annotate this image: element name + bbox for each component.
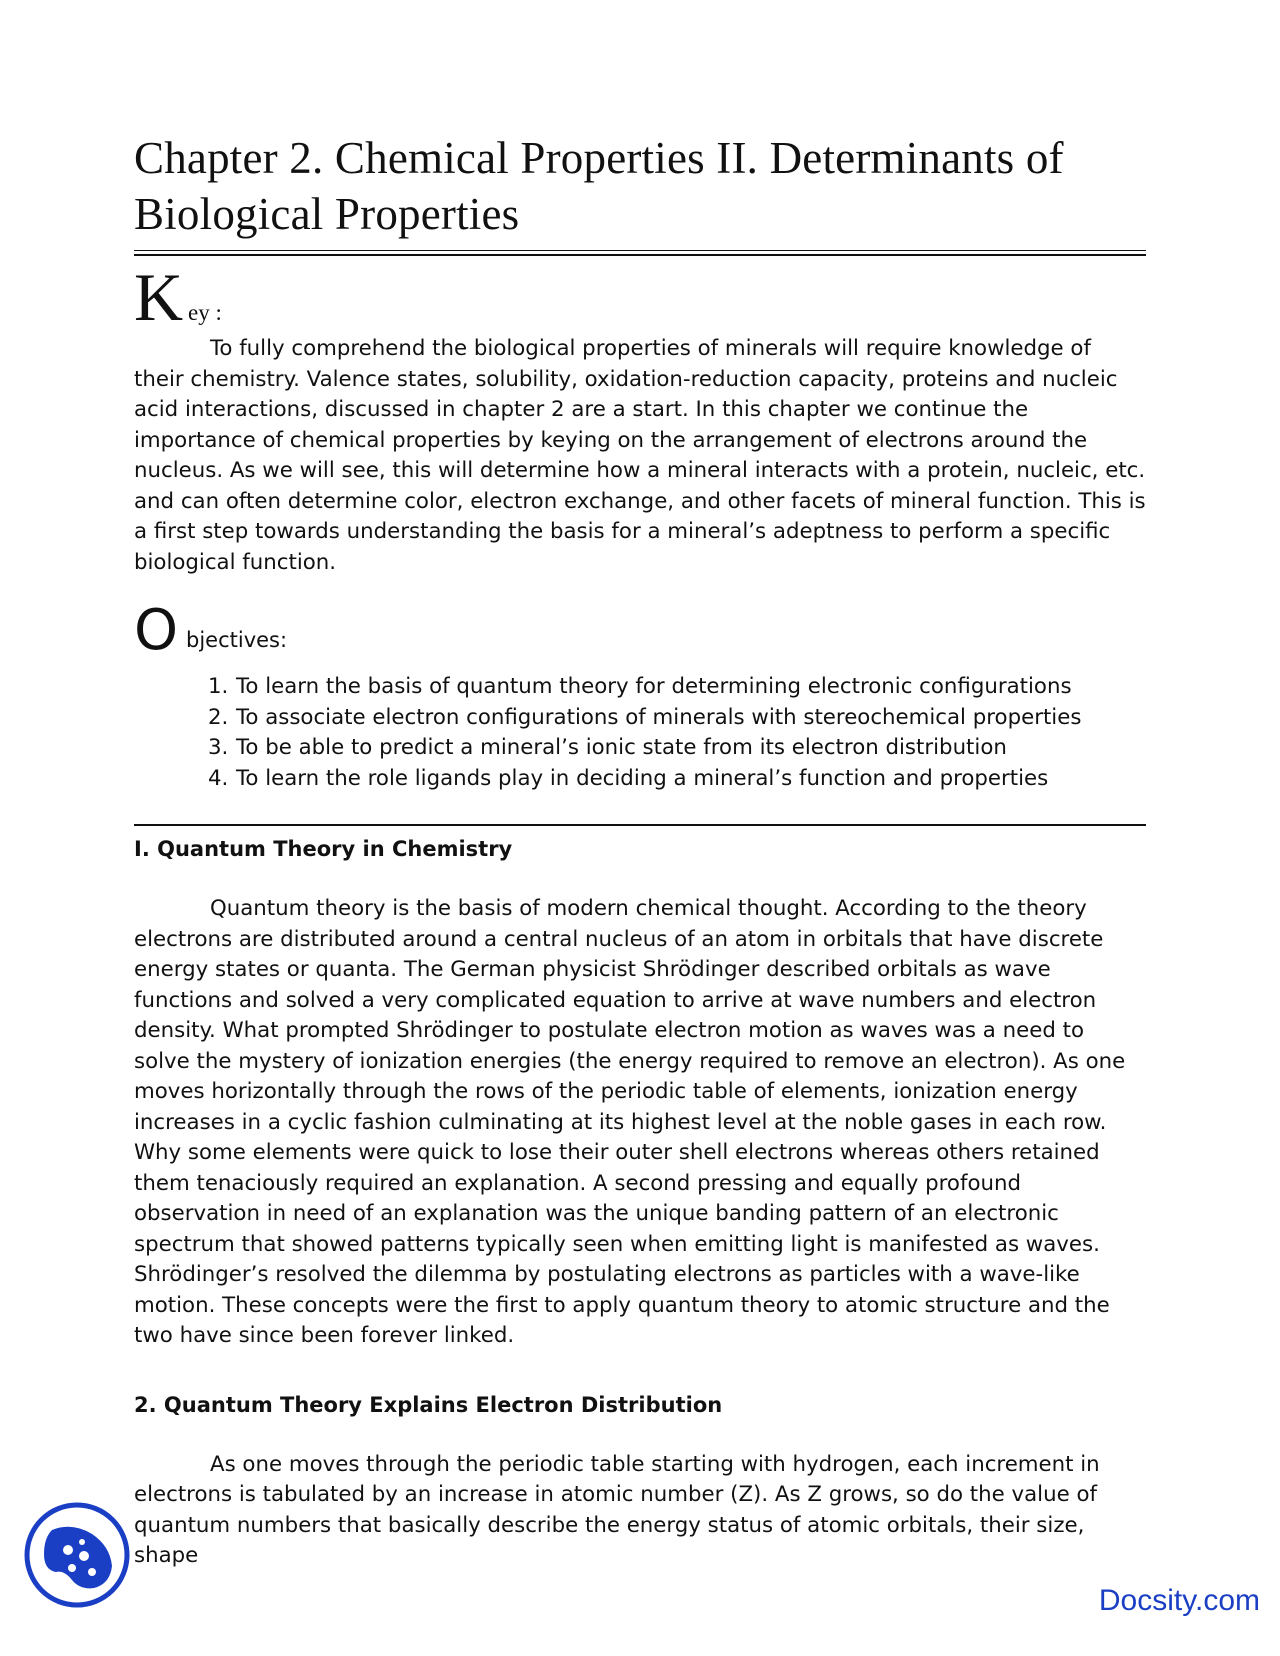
docsity-logo-icon	[22, 1500, 132, 1610]
section-2-heading: 2. Quantum Theory Explains Electron Distribution	[134, 1392, 723, 1417]
chapter-title: Chapter 2. Chemical Properties II. Determinants of Biological Properties	[134, 133, 1064, 239]
docsity-watermark[interactable]: Docsity.com	[1098, 1584, 1260, 1617]
key-heading-rest: ey :	[188, 300, 222, 325]
document-page	[134, 130, 1146, 1572]
key-paragraph: To fully comprehend the biological properties of minerals will require knowledge of their chemistry. Valence states, solubility, oxidation-reduction capacity, proteins and nucleic acid interactions, discussed in chapter 2 are a start. In this chapter we continue the importance of chemical properties by keying on the arrangement of electrons around the nucleus. As we will see, this will determine how a mineral interacts with a protein, nucleic, etc. and can often determine color, electron exchange, and other facets of mineral function. This is a first step towards understanding the basis for a mineral’s adeptness to perform a specific biological function.	[134, 336, 1146, 575]
list-item: 2. To associate electron configurations of minerals with stereochemical properties	[208, 704, 1082, 730]
objectives-heading-rest: bjectives:	[186, 628, 288, 652]
objectives-heading	[134, 600, 1146, 666]
objectives-list	[208, 672, 1146, 794]
key-drop-cap: K	[134, 259, 184, 335]
objectives-drop-cap: O	[134, 598, 179, 663]
section-1-heading: I. Quantum Theory in Chemistry	[134, 837, 513, 861]
list-item: 4. To learn the role ligands play in deciding a mineral’s function and properties	[208, 765, 1049, 791]
key-heading	[134, 259, 1146, 335]
section-1-paragraph: Quantum theory is the basis of modern chemical thought. According to the theory electrons are distributed around a central nucleus of an atom in orbitals that have discrete energy states or quanta. The German physicist Shrödinger described orbitals as wave functions and solved a very complicated equation to arrive at wave numbers and electron density. What prompted Shrödinger to postulate electron motion as waves was a need to solve the mystery of ionization energies (the energy required to remove an electron). As one moves horizontally through the rows of the periodic table of elements, ionization energy increases in a cyclic fashion culminating at its highest level at the noble gases in each row. Why some elements were quick to lose their outer shell electrons whereas others retained them tenaciously required an explanation. A second pressing and equally profound observation in need of an explanation was the unique banding pattern of an electronic spectrum that showed patterns typically seen when emitting light is manifested as waves. Shrödinger’s resolved the dilemma by postulating electrons as particles with a wave-like motion. These concepts were the first to apply quantum theory to atomic structure and the two have since been forever linked.	[134, 896, 1126, 1348]
title-divider	[134, 250, 1146, 256]
section-2-paragraph: As one moves through the periodic table starting with hydrogen, each increment in electrons is tabulated by an increase in atomic number (Z). As Z grows, so do the value of quantum numbers that basically describe the energy status of atomic orbitals, their size, shape	[134, 1451, 1100, 1568]
section-divider	[134, 824, 1146, 826]
list-item: 3. To be able to predict a mineral’s ionic state from its electron distribution	[208, 735, 1007, 760]
list-item: 1. To learn the basis of quantum theory for determining electronic configurations	[208, 674, 1072, 699]
